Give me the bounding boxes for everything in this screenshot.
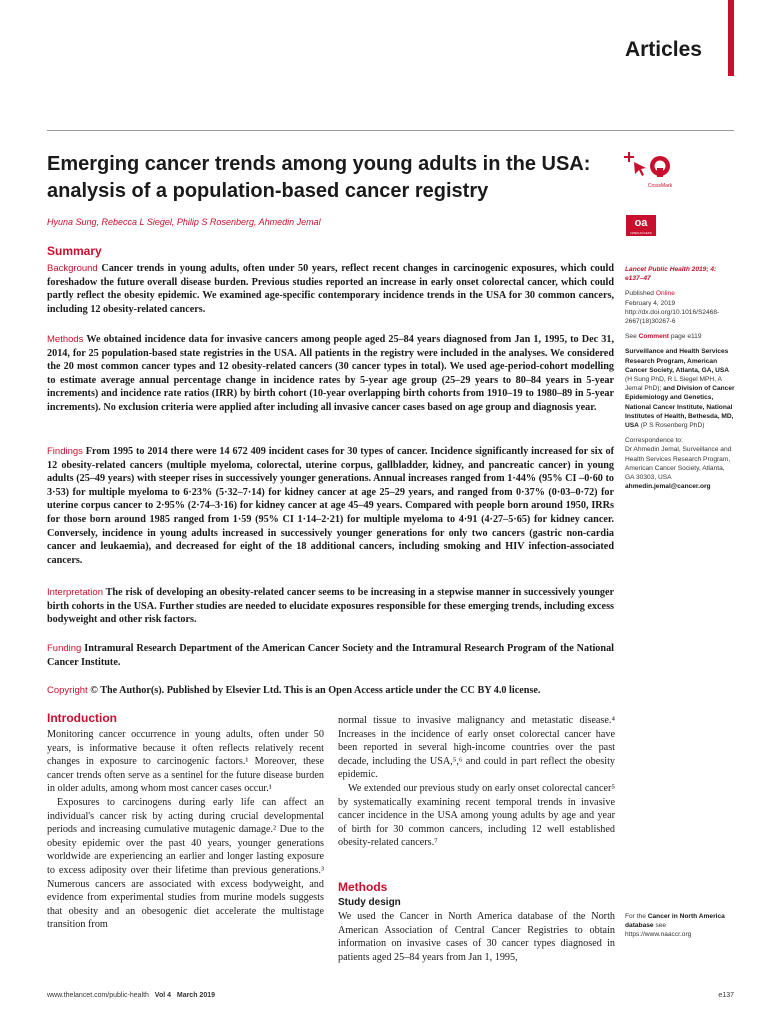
affiliation-1-authors: (H Sung PhD, R L Siegel MPH, A Jemal PhD); xyxy=(625,376,722,393)
correspondence-email[interactable]: ahmedin.jemal@cancer.org xyxy=(625,483,711,491)
affiliation-2-authors: (P S Rosenberg PhD) xyxy=(640,422,705,430)
article-title: Emerging cancer trends among young adults in the USA: analysis of a population-based cancer registry xyxy=(47,153,591,202)
oa-small-label: OPEN ACCESS xyxy=(630,231,652,235)
correspondence-text: Dr Ahmedin Jemal, Surveillance and Health Services Research Program, American Cancer Society, Atlanta, GA 30303, USA xyxy=(625,446,732,482)
published-date: February 4, 2019 xyxy=(625,299,676,307)
footer-page-number: e137 xyxy=(718,992,734,999)
database-note-suffix: see xyxy=(655,922,667,930)
affiliation-2: and Division of Cancer Epidemiology and Genetics, National Cancer Institute, National Institutes of Health, Bethesda, MD, USA xyxy=(625,385,735,430)
see-prefix: See xyxy=(625,333,637,341)
intro-paragraph-1: Monitoring cancer occurrence in young adults, often under 50 years, is informative because it often reflects relatively recent changes in exposure to carcinogenic factors.¹ Moreover, these cancer trends often serve as a sentinel for the future disease burden in older adults, among whom most cancer cases occur.¹ xyxy=(47,729,324,795)
study-design-heading: Study design xyxy=(338,897,401,908)
sidebar-database-note xyxy=(625,912,735,940)
introduction-heading: Introduction xyxy=(47,711,117,725)
methods-text: We obtained incidence data for invasive cancers among people aged 25–84 years diagnosed from Jan 1, 1995, to Dec 31, 2014, for 25 population-based state registries in the USA. All patients in the registry were included in the analyses. We considered the 20 most common cancer types and 12 obesity-related cancers (30 cancer types in total). We used age-period-cohort modelling to estimate average annual percentage change in incidence rates by 5-year age group (25–29 years to 80–84 years in 5-year increments) and incidence rate ratios (IRR) by birth cohort (10-year overlapping birth cohorts from 1910–19 to 1980–89 in 5-year increments). No exclusion criteria were applied after including all invasive cancer cases based on age group and diagnosis year. xyxy=(47,334,614,413)
findings-label: Findings xyxy=(47,446,83,457)
crossmark-label: CrossMark xyxy=(647,183,673,189)
copyright-text: © The Author(s). Published by Elsevier Ltd. This is an Open Access article under the CC BY 4.0 license. xyxy=(90,685,541,696)
intro-paragraph-4: We extended our previous study on early onset colorectal cancer⁵ by systematically examining recent temporal trends in invasive cancer incidence in the USA among young adults by age and year of birth for 30 common cancers, including 12 well established obesity-related cancers.⁷ xyxy=(338,782,615,849)
doi-link[interactable]: http://dx.doi.org/10.1016/S2468-2667(18)30267-6 xyxy=(625,308,720,326)
abstract-funding xyxy=(47,642,614,669)
database-note-prefix: For the xyxy=(625,913,646,920)
comment-link[interactable]: Comment xyxy=(638,333,669,341)
intro-paragraph-2: Exposures to carcinogens during early life can affect an individual's cancer risk by acting during crucial developmental periods and increasing cumulative mutagenic damage.² Due to the obesity epidemic over the past 40 years, younger generations worldwide are experiencing an earlier and longer lasting exposure to excess adiposity over their lifetime than previous generations.³ Numerous cancers are associated with excess bodyweight, and evidence from experimental studies from murine models suggests that obesity and an obesogenic diet accelerate the multistage transition from xyxy=(47,796,324,931)
see-suffix: page e119 xyxy=(670,333,702,341)
oa-label: oa xyxy=(634,217,648,229)
interpretation-label: Interpretation xyxy=(47,587,103,598)
database-note-name: Cancer in North America database xyxy=(625,913,725,930)
funding-label: Funding xyxy=(47,643,82,654)
methods-column xyxy=(338,910,615,964)
footer-date: March 2019 xyxy=(176,992,215,999)
interpretation-text: The risk of developing an obesity-related cancer seems to be increasing in a stepwise manner in successively younger birth cohorts in the USA. Further studies are needed to elucidate exposures responsible for these emerging trends, including excess bodyweight and other risk factors. xyxy=(47,587,614,626)
intro-paragraph-3: normal tissue to invasive malignancy and metastatic disease.⁴ Increases in the incidence of early onset colorectal cancer have been reported in several high-income countries over the past decade, including the USA,⁵,⁶ and could in part reflect the obesity epidemic. xyxy=(338,715,615,781)
footer-journal-info xyxy=(47,992,215,999)
body-column-left xyxy=(47,728,324,932)
journal-citation: Lancet Public Health 2019; 4: e137–47 xyxy=(625,266,717,283)
section-label: Articles xyxy=(624,38,702,61)
crossmark-icon[interactable] xyxy=(622,150,680,190)
copyright-label: Copyright xyxy=(47,685,88,696)
correspondence-label: Correspondence to: xyxy=(625,437,683,445)
abstract-background xyxy=(47,262,614,316)
footer-volume: Vol 4 xyxy=(154,992,172,999)
methods-paragraph-1: We used the Cancer in North America database of the North American Association of Central Cancer Registries to obtain information on invasive cases of 30 cancer types diagnosed in patients aged 25–84 years from Jan 1, 1995, xyxy=(338,911,615,963)
published-online-link[interactable]: Online xyxy=(655,290,675,298)
header-rule xyxy=(47,130,734,131)
funding-text: Intramural Research Department of the American Cancer Society and the Intramural Research Program of the National Cancer Institute. xyxy=(47,643,614,668)
abstract-copyright xyxy=(47,684,614,698)
background-text: Cancer trends in young adults, often under 50 years, reflect recent changes in carcinogenic exposures, which could foreshadow the future overall disease burden. Previous studies reported an increase in early onset colorectal cancer, which could partly reflect the obesity epidemic. We examined age-specific contemporary incidence trends in the USA for 30 common cancers, including 12 obesity-related cancers. xyxy=(47,263,615,315)
abstract-findings xyxy=(47,445,614,567)
footer-url[interactable]: www.thelancet.com/public-health xyxy=(47,992,149,999)
methods-label: Methods xyxy=(47,334,84,345)
database-url[interactable]: https://www.naaccr.org xyxy=(625,931,692,939)
abstract-interpretation xyxy=(47,586,614,627)
open-access-badge xyxy=(626,215,656,236)
sidebar-citation xyxy=(625,265,735,497)
methods-heading: Methods xyxy=(338,880,388,894)
published-prefix: Published xyxy=(625,290,654,298)
abstract-methods xyxy=(47,333,614,415)
summary-heading: Summary xyxy=(47,244,102,258)
background-label: Background xyxy=(47,263,98,274)
affiliation-1: Surveillance and Health Services Research Program, American Cancer Society, Atlanta, GA, USA xyxy=(625,348,730,374)
findings-text: From 1995 to 2014 there were 14 672 409 incident cases for 30 types of cancer. Incidence significantly increased for six of 12 obesity-related cancers (multiple myeloma, colorectal, uterine corpus, gallbladder, kidney, and pancreatic cancer) in young adults (25–49 years) with steeper rises in successively younger generations. Annual increases ranged from 1·44% (95% CI –0·60 to 3·53) for multiple myeloma to 6·23% (5·32–7·14) for kidney cancer at age 25–29 years, and ranged from 0·37% (0·03–0·72) for uterine corpus cancer to 2·95% (2·74–3·16) for kidney cancer at age 45–49 years. Compared with people born around 1950, IRRs for those born around 1985 ranged from 1·59 (95% CI 1·14–2·21) for multiple myeloma to 4·91 (4·27–5·65) for kidney cancer. Conversely, incidence in young adults increased in successively younger generations for only two cancers (gastric non-cardia cancer and leukaemia), and decreased for eight of the 18 additional cancers, including smoking and HIV infection-associated cancers. xyxy=(47,446,615,566)
body-column-right xyxy=(338,714,615,850)
header-accent-bar xyxy=(728,0,734,76)
author-list[interactable]: Hyuna Sung, Rebecca L Siegel, Philip S Rosenberg, Ahmedin Jemal xyxy=(47,217,321,227)
